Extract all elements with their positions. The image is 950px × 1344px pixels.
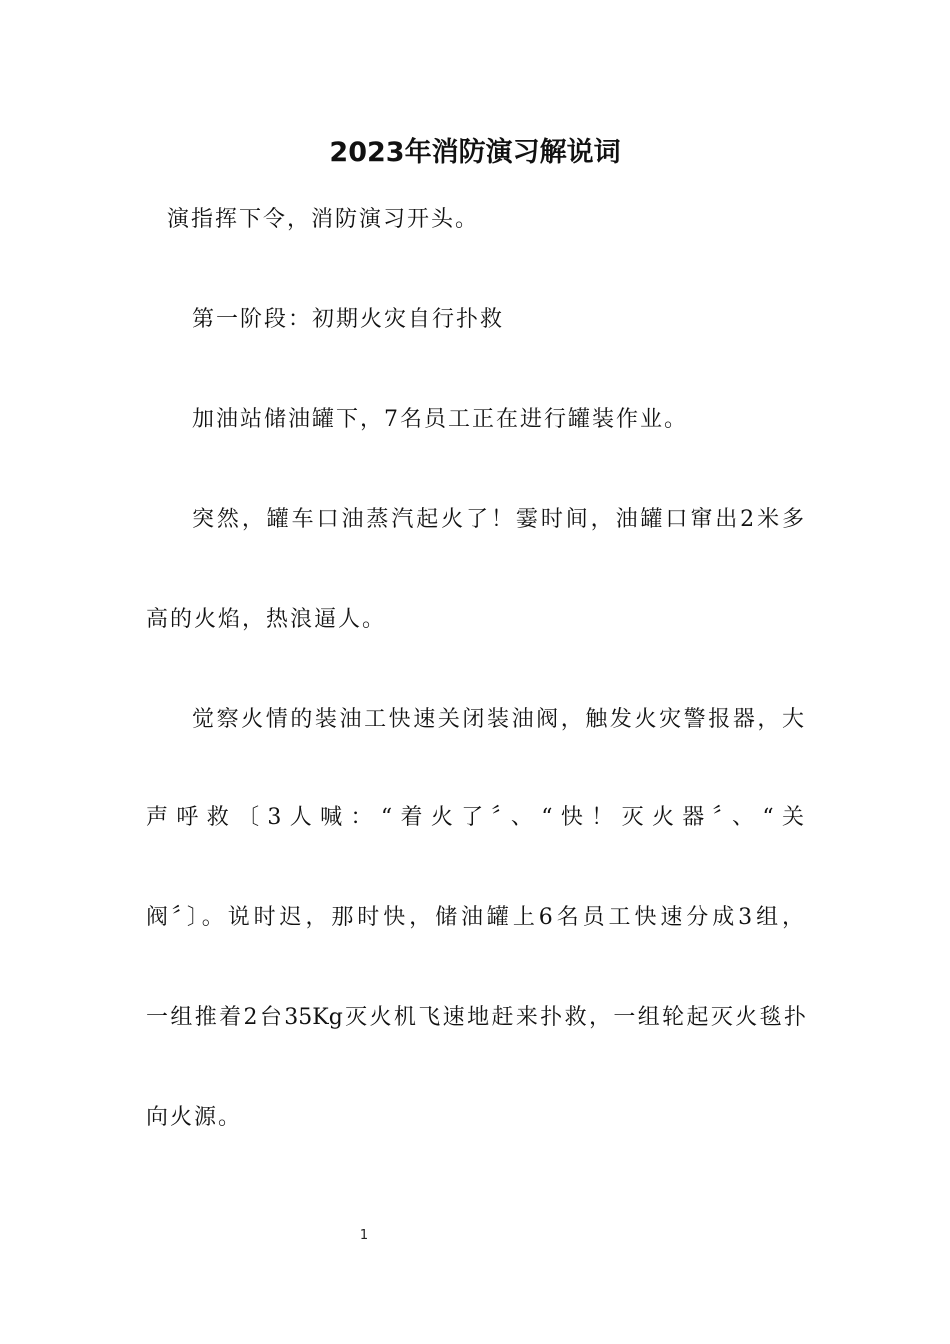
- paragraph-line: 一组推着2台35Kg灭火机飞速地赶来扑救，一组轮起灭火毯扑: [146, 1005, 806, 1030]
- paragraph-line: 加油站储油罐下，7名员工正在进行罐装作业。: [192, 407, 688, 432]
- paragraph-line: 声呼救〔3人喊：“着火了〞、“快！灭火器〞、“关: [146, 805, 806, 830]
- paragraph-line: 演指挥下令，消防演习开头。: [167, 207, 480, 232]
- paragraph-line: 突然，罐车口油蒸汽起火了！霎时间，油罐口窜出2米多: [192, 507, 806, 532]
- section-heading: 第一阶段：初期火灾自行扑救: [192, 307, 505, 332]
- paragraph-line: 高的火焰，热浪逼人。: [146, 607, 387, 632]
- paragraph-line: 阀〞〕。说时迟，那时快，储油罐上6名员工快速分成3组，: [146, 905, 806, 930]
- paragraph-line: 向火源。: [146, 1105, 243, 1130]
- paragraph-line: 觉察火情的装油工快速关闭装油阀，触发火灾警报器，大: [192, 707, 806, 732]
- page-number: 1: [359, 1228, 369, 1243]
- document-title: 2023年消防演习解说词: [329, 137, 621, 168]
